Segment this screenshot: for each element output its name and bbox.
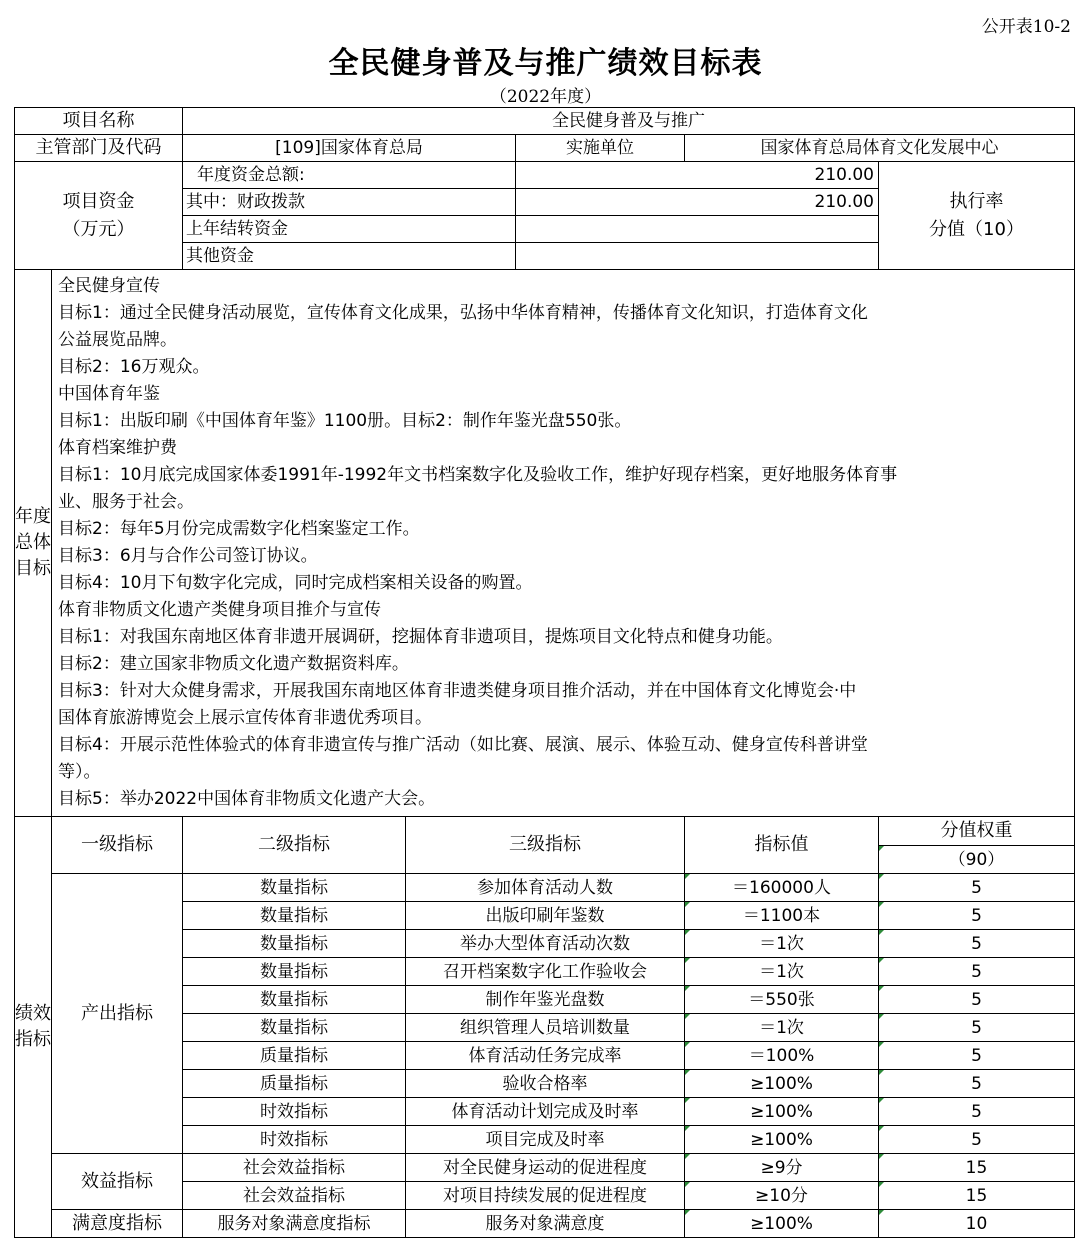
indicator-weight: 15 (879, 1182, 1075, 1210)
fund-row-label: 其中：财政拨款 (183, 189, 516, 216)
indicator-level2: 数量指标 (183, 1014, 406, 1042)
indicator-level2: 质量指标 (183, 1042, 406, 1070)
goal-line: 目标2：每年5月份完成需数字化档案鉴定工作。 (58, 519, 420, 539)
goal-line: 目标5：举办2022中国体育非物质文化遗产大会。 (58, 789, 436, 809)
indicator-weight: 5 (879, 1098, 1075, 1126)
indicator-level2: 时效指标 (183, 1126, 406, 1154)
indicator-level3: 出版印刷年鉴数 (406, 902, 685, 930)
indicator-weight: 15 (879, 1154, 1075, 1182)
indicator-weight: 5 (879, 1014, 1075, 1042)
indicator-value: ＝1次 (685, 930, 879, 958)
goal-line: 体育非物质文化遗产类健身项目推介与宣传 (58, 600, 381, 620)
goal-line: 目标2：建立国家非物质文化遗产数据资料库。 (58, 654, 409, 674)
indicator-value: ＝550张 (685, 986, 879, 1014)
fund-row-value (516, 216, 879, 243)
goal-line: 目标4：10月下旬数字化完成，同时完成档案相关设备的购置。 (58, 573, 533, 593)
funds-label (15, 162, 183, 270)
goal-line: 业、服务于社会。 (58, 492, 194, 512)
indicator-level2: 服务对象满意度指标 (183, 1210, 406, 1238)
fund-row-label: 上年结转资金 (183, 216, 516, 243)
col-weight-header: 分值权重 (879, 817, 1075, 846)
goal-line: 体育档案维护费 (58, 438, 177, 458)
goal-line: 目标1：对我国东南地区体育非遗开展调研，挖掘体育非遗项目，提炼项目文化特点和健身功能。 (58, 627, 783, 647)
indicator-weight: 10 (879, 1210, 1075, 1238)
col-weight-total: （90） (879, 846, 1075, 874)
indicator-value: ＝1100本 (685, 902, 879, 930)
indicator-level2: 社会效益指标 (183, 1154, 406, 1182)
indicator-value: ≥100% (685, 1070, 879, 1098)
col-level3-header: 三级指标 (406, 817, 685, 874)
indicator-weight: 5 (879, 958, 1075, 986)
indicator-level2: 时效指标 (183, 1098, 406, 1126)
indicator-row (15, 1210, 1075, 1238)
indicator-weight: 5 (879, 986, 1075, 1014)
indicator-weight: 5 (879, 902, 1075, 930)
goal-line: 目标2：16万观众。 (58, 357, 210, 377)
indicator-level3: 服务对象满意度 (406, 1210, 685, 1238)
indicator-level2: 数量指标 (183, 874, 406, 902)
goal-line: 目标3：针对大众健身需求，开展我国东南地区体育非遗类健身项目推介活动，并在中国体育文化博览会·中 (58, 681, 857, 701)
fund-row-value: 210.00 (516, 189, 879, 216)
form-number: 公开表10-2 (981, 17, 1071, 37)
indicator-level1: 效益指标 (52, 1154, 183, 1210)
goal-line: 等）。 (58, 762, 101, 782)
indicator-value: ＝100% (685, 1042, 879, 1070)
indicator-level3: 体育活动计划完成及时率 (406, 1098, 685, 1126)
indicator-level3: 对项目持续发展的促进程度 (406, 1182, 685, 1210)
indicator-value: ＝160000人 (685, 874, 879, 902)
indicator-weight: 5 (879, 930, 1075, 958)
goals-text (52, 270, 1075, 817)
goal-line: 目标4：开展示范性体验式的体育非遗宣传与推广活动（如比赛、展演、展示、体验互动、健身宣传科普讲堂 (58, 735, 868, 755)
goal-line: 目标1：10月底完成国家体委1991年-1992年文书档案数字化及验收工作，维护好现存档案，更好地服务体育事 (58, 465, 898, 485)
indicators-side-label: 绩效指标 (15, 817, 52, 1238)
page-title: 全民健身普及与推广绩效目标表 (328, 46, 763, 81)
indicator-weight: 5 (879, 1070, 1075, 1098)
indicator-level2: 数量指标 (183, 930, 406, 958)
impl-value: 国家体育总局体育文化发展中心 (685, 135, 1075, 162)
impl-label: 实施单位 (516, 135, 685, 162)
project-name-value: 全民健身普及与推广 (183, 108, 1075, 135)
fund-row-value (516, 243, 879, 270)
execution-rate-score: 分值（10） (929, 218, 1024, 240)
goal-line: 国体育旅游博览会上展示宣传体育非遗优秀项目。 (58, 708, 432, 728)
indicator-level2: 质量指标 (183, 1070, 406, 1098)
fund-row-label: 其他资金 (183, 243, 516, 270)
indicator-level3: 验收合格率 (406, 1070, 685, 1098)
goal-line: 目标1：通过全民健身活动展览，宣传体育文化成果，弘扬中华体育精神，传播体育文化知识，打造体育文化 (58, 303, 868, 323)
indicator-level2: 社会效益指标 (183, 1182, 406, 1210)
indicator-weight: 5 (879, 1042, 1075, 1070)
indicator-level3: 项目完成及时率 (406, 1126, 685, 1154)
indicator-level1: 产出指标 (52, 874, 183, 1154)
execution-rate-label: 执行率 (949, 190, 1004, 212)
indicator-level2: 数量指标 (183, 958, 406, 986)
project-name-label: 项目名称 (15, 108, 183, 135)
dept-label: 主管部门及代码 (15, 135, 183, 162)
indicator-level2: 数量指标 (183, 902, 406, 930)
indicator-level3: 召开档案数字化工作验收会 (406, 958, 685, 986)
indicator-level3: 参加体育活动人数 (406, 874, 685, 902)
indicator-level3: 制作年鉴光盘数 (406, 986, 685, 1014)
indicator-value: ＝1次 (685, 1014, 879, 1042)
indicator-value: ≥100% (685, 1126, 879, 1154)
indicator-level3: 对全民健身运动的促进程度 (406, 1154, 685, 1182)
indicator-level3: 组织管理人员培训数量 (406, 1014, 685, 1042)
indicator-row (15, 1154, 1075, 1182)
funds-label-line1: 项目资金 (62, 190, 135, 212)
fund-row-value: 210.00 (516, 162, 879, 189)
execution-rate-cell (879, 162, 1075, 270)
goal-line: 中国体育年鉴 (58, 384, 160, 404)
fund-row-label: 年度资金总额: (183, 162, 516, 189)
goal-line: 全民健身宣传 (58, 276, 160, 296)
indicator-row (15, 874, 1075, 902)
indicator-value: ≥100% (685, 1210, 879, 1238)
goal-line: 目标3：6月与合作公司签订协议。 (58, 546, 318, 566)
col-value-header: 指标值 (685, 817, 879, 874)
performance-goal-table (14, 107, 1075, 1238)
indicator-value: ＝1次 (685, 958, 879, 986)
col-level1-header: 一级指标 (52, 817, 183, 874)
dept-value: [109]国家体育总局 (183, 135, 516, 162)
indicator-weight: 5 (879, 874, 1075, 902)
indicator-weight: 5 (879, 1126, 1075, 1154)
goals-side-label: 年度总体目标 (15, 270, 52, 817)
indicator-level3: 举办大型体育活动次数 (406, 930, 685, 958)
goal-line: 目标1：出版印刷《中国体育年鉴》1100册。目标2：制作年鉴光盘550张。 (58, 411, 632, 431)
indicator-level2: 数量指标 (183, 986, 406, 1014)
indicator-level1: 满意度指标 (52, 1210, 183, 1238)
col-level2-header: 二级指标 (183, 817, 406, 874)
indicator-value: ≥9分 (685, 1154, 879, 1182)
goal-line: 公益展览品牌。 (58, 330, 177, 350)
indicator-level3: 体育活动任务完成率 (406, 1042, 685, 1070)
funds-label-line2: （万元） (62, 218, 135, 240)
indicator-value: ≥10分 (685, 1182, 879, 1210)
fiscal-year: （2022年度） (489, 87, 602, 107)
indicator-value: ≥100% (685, 1098, 879, 1126)
